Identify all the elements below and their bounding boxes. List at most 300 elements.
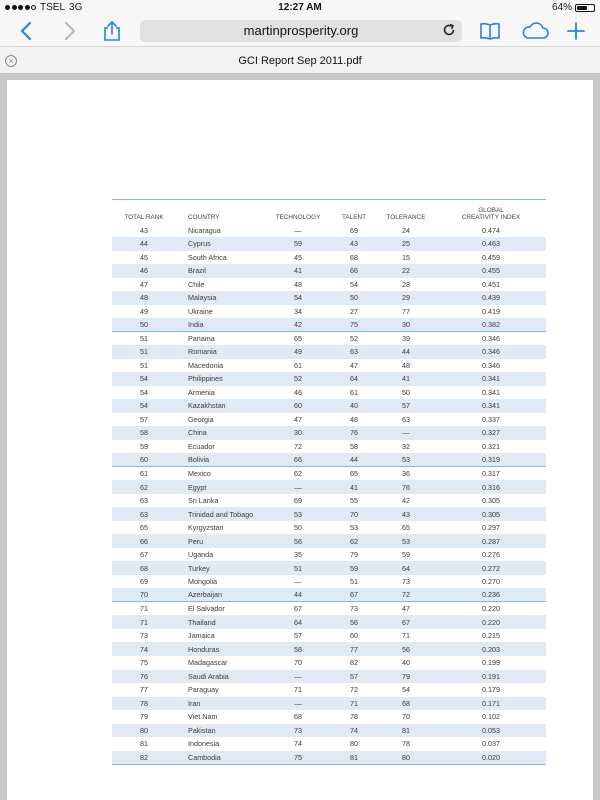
header-talent: TALENT xyxy=(332,200,376,224)
table-row xyxy=(112,561,546,575)
cell-gci: 0.305 xyxy=(482,496,500,506)
cell-tolerance: 68 xyxy=(376,697,436,711)
cell-technology: 62 xyxy=(264,467,332,481)
table-row xyxy=(112,751,546,765)
cell-rank: 78 xyxy=(112,697,176,711)
table-row xyxy=(112,683,546,697)
cell-tolerance: 80 xyxy=(376,751,436,765)
cell-talent: 44 xyxy=(332,453,376,467)
cell-country: Mexico xyxy=(176,467,264,481)
cell-gci: 0.297 xyxy=(482,523,500,533)
cell-technology: 71 xyxy=(294,685,302,695)
cell-gci: 0.272 xyxy=(436,561,546,575)
cell-tolerance: 56 xyxy=(376,642,436,656)
cell-talent: 78 xyxy=(350,712,358,722)
cell-tolerance: 63 xyxy=(402,414,410,424)
table-row xyxy=(112,224,546,238)
cell-gci: 0.451 xyxy=(482,279,500,289)
cell-gci: 0.459 xyxy=(482,252,500,262)
document-title: GCI Report Sep 2011.pdf xyxy=(238,55,362,67)
cell-rank: 54 xyxy=(140,387,148,397)
cell-tolerance: 67 xyxy=(376,615,436,629)
table-row xyxy=(112,237,546,251)
back-icon[interactable] xyxy=(14,20,38,42)
cell-country: Viet Nam xyxy=(188,712,218,722)
cell-country: Turkey xyxy=(176,561,264,575)
cell-gci: 0.382 xyxy=(436,318,546,332)
table-row xyxy=(112,345,546,359)
cell-talent: 75 xyxy=(332,318,376,332)
cell-technology: 48 xyxy=(294,279,302,289)
cell-country: El Salvador xyxy=(176,602,264,616)
cell-tolerance: 24 xyxy=(402,225,410,235)
cell-talent: 58 xyxy=(350,442,358,451)
table-row xyxy=(112,548,546,562)
table-row xyxy=(112,480,546,494)
cell-gci: 0.463 xyxy=(436,237,546,251)
cell-talent: 56 xyxy=(332,615,376,629)
carrier-name: TSEL xyxy=(40,2,66,13)
status-bar xyxy=(0,0,600,16)
cell-gci: 0.287 xyxy=(436,534,546,548)
cell-gci: 0.341 xyxy=(482,387,500,397)
cell-tolerance: 30 xyxy=(376,318,436,332)
table-header-row xyxy=(112,200,546,224)
cell-rank: 50 xyxy=(112,318,176,332)
cell-talent: 43 xyxy=(332,237,376,251)
cell-tolerance: 70 xyxy=(402,712,410,722)
cell-rank: 62 xyxy=(112,480,176,494)
cell-rank: 54 xyxy=(112,372,176,386)
cell-talent: 51 xyxy=(350,577,358,587)
table-row xyxy=(112,318,546,332)
cell-tolerance: 39 xyxy=(376,332,436,346)
cell-talent: 53 xyxy=(350,523,358,533)
cell-gci: 0.203 xyxy=(436,642,546,656)
cell-country: Ecuador xyxy=(188,442,215,451)
cell-rank: 68 xyxy=(112,561,176,575)
cell-technology: 53 xyxy=(264,507,332,521)
table-row xyxy=(112,670,546,684)
cell-country: Honduras xyxy=(176,642,264,656)
cell-country: Philippines xyxy=(176,372,264,386)
cell-country: Mongolia xyxy=(188,577,218,587)
close-icon[interactable]: × xyxy=(5,55,17,67)
cell-talent: 79 xyxy=(350,550,358,560)
table-row xyxy=(112,399,546,413)
cell-rank: 49 xyxy=(140,306,148,316)
cell-gci: 0.316 xyxy=(436,480,546,494)
cell-country: Saudi Arabia xyxy=(176,670,264,684)
cell-technology: 34 xyxy=(294,306,302,316)
cell-rank: 67 xyxy=(140,550,148,560)
cell-rank: 79 xyxy=(140,712,148,722)
cell-talent: 59 xyxy=(332,561,376,575)
cell-technology: 65 xyxy=(264,332,332,346)
cell-country: Cyprus xyxy=(176,237,264,251)
cell-country: Indonesia xyxy=(188,739,220,749)
cell-tolerance: 59 xyxy=(402,550,410,560)
cell-gci: 0.220 xyxy=(436,602,546,616)
table-row xyxy=(112,440,546,454)
cell-tolerance: 50 xyxy=(402,387,410,397)
cell-gci: 0.439 xyxy=(436,291,546,305)
cell-rank: 61 xyxy=(112,467,176,481)
cell-rank: 70 xyxy=(112,588,176,602)
cell-gci: 0.020 xyxy=(436,751,546,765)
cell-country: Paraguay xyxy=(188,685,219,695)
table-row xyxy=(112,386,546,400)
cell-country: Trinidad and Tobago xyxy=(176,507,264,521)
cell-rank: 43 xyxy=(140,225,148,235)
cell-tolerance: 44 xyxy=(376,345,436,359)
cell-tolerance: 43 xyxy=(376,507,436,521)
cell-gci: 0.215 xyxy=(482,631,500,641)
cell-rank: 63 xyxy=(112,507,176,521)
table-row xyxy=(112,278,546,292)
cell-talent: 72 xyxy=(350,685,358,695)
cell-tolerance: 25 xyxy=(376,237,436,251)
cell-technology: 72 xyxy=(294,442,302,451)
network-type: 3G xyxy=(69,2,83,13)
cell-rank: 82 xyxy=(112,751,176,765)
cell-country: Brazil xyxy=(176,264,264,278)
document-title-bar xyxy=(0,46,600,74)
cell-gci: 0.270 xyxy=(482,577,500,587)
cell-technology: 66 xyxy=(264,453,332,467)
header-country: COUNTRY xyxy=(176,200,264,224)
cell-tolerance: 41 xyxy=(376,372,436,386)
cell-gci: 0.037 xyxy=(482,739,500,749)
cell-talent: 60 xyxy=(350,631,358,641)
cell-country: Azerbaijan xyxy=(176,588,264,602)
cell-country: Malaysia xyxy=(176,291,264,305)
cell-gci: 0.346 xyxy=(482,360,500,370)
cell-rank: 71 xyxy=(112,602,176,616)
cell-gci: 0.199 xyxy=(482,658,500,668)
cell-rank: 58 xyxy=(112,426,176,440)
cell-tolerance: 47 xyxy=(376,602,436,616)
cell-rank: 60 xyxy=(112,453,176,467)
table-row xyxy=(112,642,546,656)
cell-talent: 48 xyxy=(350,414,358,424)
cell-gci: 0.346 xyxy=(436,345,546,359)
table-row xyxy=(112,656,546,670)
cell-country: Iran xyxy=(176,697,264,711)
table-row xyxy=(112,413,546,427)
table-row xyxy=(112,588,546,602)
cell-rank: 81 xyxy=(140,739,148,749)
gci-table xyxy=(112,199,546,765)
header-gci-line2: CREATIVITY INDEX xyxy=(461,213,521,221)
cell-talent: 76 xyxy=(332,426,376,440)
cell-gci: 0.191 xyxy=(436,670,546,684)
cell-rank: 69 xyxy=(140,577,148,587)
cell-technology: 60 xyxy=(264,399,332,413)
cell-gci: 0.319 xyxy=(436,453,546,467)
header-global-creativity-index xyxy=(436,200,546,224)
cell-tolerance: 28 xyxy=(402,279,410,289)
cell-rank: 71 xyxy=(112,615,176,629)
cell-talent: 82 xyxy=(350,658,358,668)
cell-gci: 0.419 xyxy=(482,306,500,316)
cell-tolerance: 81 xyxy=(376,724,436,738)
cell-talent: 66 xyxy=(332,264,376,278)
table-row xyxy=(112,507,546,521)
table-row xyxy=(112,534,546,548)
cell-talent: 62 xyxy=(332,534,376,548)
cell-talent: 74 xyxy=(332,724,376,738)
cell-tolerance: 40 xyxy=(402,658,410,668)
cell-gci: 0.321 xyxy=(482,442,500,451)
cell-talent: 55 xyxy=(350,496,358,506)
cell-tolerance: 32 xyxy=(402,442,410,451)
table-row xyxy=(112,629,546,643)
table-row xyxy=(112,251,546,265)
cell-gci: 0.102 xyxy=(482,712,500,722)
cell-technology: 54 xyxy=(264,291,332,305)
table-row xyxy=(112,724,546,738)
cell-tolerance: 57 xyxy=(376,399,436,413)
cell-rank: 73 xyxy=(140,631,148,641)
cell-country: South Africa xyxy=(188,252,227,262)
cell-country: Georgia xyxy=(188,414,214,424)
cell-tolerance: 78 xyxy=(402,739,410,749)
cell-gci: 0.474 xyxy=(482,225,500,235)
cell-country: Peru xyxy=(176,534,264,548)
cell-technology: — xyxy=(264,480,332,494)
cell-technology: — xyxy=(264,670,332,684)
cell-rank: 54 xyxy=(112,399,176,413)
cell-gci: 0.341 xyxy=(436,372,546,386)
cell-technology: 69 xyxy=(294,496,302,506)
cell-country: Kyrgyzstan xyxy=(188,523,224,533)
cell-country: Bolivia xyxy=(176,453,264,467)
battery-icon xyxy=(575,4,595,12)
cell-technology: 70 xyxy=(294,658,302,668)
cell-rank: 74 xyxy=(112,642,176,656)
table-row xyxy=(112,710,546,724)
cell-gci: 0.220 xyxy=(436,615,546,629)
cell-talent: 40 xyxy=(332,399,376,413)
header-total-rank: TOTAL RANK xyxy=(112,200,176,224)
cell-rank: 47 xyxy=(140,279,148,289)
cell-rank: 76 xyxy=(112,670,176,684)
cell-country: India xyxy=(176,318,264,332)
cell-tolerance: 22 xyxy=(376,264,436,278)
cell-talent: 64 xyxy=(332,372,376,386)
cell-tolerance: 36 xyxy=(376,467,436,481)
reload-icon[interactable] xyxy=(442,23,456,37)
cell-technology: — xyxy=(294,577,302,587)
cell-technology: 49 xyxy=(264,345,332,359)
cell-country: Uganda xyxy=(188,550,214,560)
cell-tolerance: 71 xyxy=(402,631,410,641)
cell-gci: 0.053 xyxy=(436,724,546,738)
cell-country: Romania xyxy=(176,345,264,359)
cell-tolerance: 65 xyxy=(402,523,410,533)
battery-percent: 64% xyxy=(551,2,572,13)
cell-technology: 56 xyxy=(264,534,332,548)
cell-tolerance: 76 xyxy=(376,480,436,494)
cell-technology: 52 xyxy=(264,372,332,386)
cell-talent: 68 xyxy=(350,252,358,262)
cell-gci: 0.276 xyxy=(482,550,500,560)
cell-rank: 44 xyxy=(112,237,176,251)
cell-tolerance: 15 xyxy=(402,252,410,262)
cell-country: China xyxy=(176,426,264,440)
cell-tolerance: 53 xyxy=(376,534,436,548)
cell-country: Kazakhstan xyxy=(176,399,264,413)
cell-gci: 0.346 xyxy=(436,332,546,346)
table-row xyxy=(112,494,546,508)
cell-technology: 30 xyxy=(264,426,332,440)
cell-country: Pakistan xyxy=(176,724,264,738)
cell-rank: 45 xyxy=(140,252,148,262)
cell-gci: 0.179 xyxy=(482,685,500,695)
bookmarks-icon[interactable] xyxy=(478,20,502,42)
table-row xyxy=(112,291,546,305)
cell-tolerance: 29 xyxy=(376,291,436,305)
cell-tolerance: 79 xyxy=(376,670,436,684)
forward-icon[interactable] xyxy=(58,20,82,42)
cell-technology: 57 xyxy=(294,631,302,641)
table-row xyxy=(112,372,546,386)
cell-technology: 45 xyxy=(294,252,302,262)
cell-gci: 0.341 xyxy=(436,399,546,413)
cell-talent: 70 xyxy=(332,507,376,521)
cell-rank: 51 xyxy=(112,332,176,346)
header-tolerance: TOLERANCE xyxy=(376,200,436,224)
cell-gci: 0.317 xyxy=(436,467,546,481)
table-row xyxy=(112,359,546,373)
cell-rank: 59 xyxy=(140,442,148,451)
cell-technology: 35 xyxy=(294,550,302,560)
cell-talent: 65 xyxy=(332,467,376,481)
clock: 12:27 AM xyxy=(278,2,322,13)
table-row xyxy=(112,615,546,629)
cell-country: Macedonia xyxy=(188,360,224,370)
cell-talent: 61 xyxy=(350,387,358,397)
table-row xyxy=(112,602,546,616)
cell-technology: 64 xyxy=(264,615,332,629)
add-icon[interactable] xyxy=(564,20,588,42)
cell-rank: 65 xyxy=(140,523,148,533)
share-icon[interactable] xyxy=(100,20,124,42)
table-row xyxy=(112,467,546,481)
cell-rank: 66 xyxy=(112,534,176,548)
cell-technology: 67 xyxy=(264,602,332,616)
cell-talent: 57 xyxy=(332,670,376,684)
cell-technology: 42 xyxy=(264,318,332,332)
cell-talent: 52 xyxy=(332,332,376,346)
cell-rank: 51 xyxy=(112,345,176,359)
cell-rank: 77 xyxy=(140,685,148,695)
cell-gci: 0.455 xyxy=(436,264,546,278)
table-row xyxy=(112,575,546,589)
cell-technology: 58 xyxy=(264,642,332,656)
table-row xyxy=(112,305,546,319)
header-gci-line1: GLOBAL xyxy=(478,206,504,214)
cell-rank: 80 xyxy=(112,724,176,738)
cell-tolerance: — xyxy=(376,426,436,440)
cloud-icon[interactable] xyxy=(520,20,550,42)
header-technology: TECHNOLOGY xyxy=(264,200,332,224)
cell-country: Nicaragua xyxy=(188,225,221,235)
address-bar[interactable] xyxy=(140,20,462,42)
cell-gci: 0.236 xyxy=(436,588,546,602)
pdf-page[interactable] xyxy=(7,80,593,800)
cell-talent: 54 xyxy=(350,279,358,289)
cell-rank: 57 xyxy=(140,414,148,424)
cell-technology: 59 xyxy=(264,237,332,251)
cell-tolerance: 48 xyxy=(402,360,410,370)
cell-talent: 69 xyxy=(350,225,358,235)
cell-tolerance: 53 xyxy=(376,453,436,467)
cell-technology: 50 xyxy=(294,523,302,533)
cell-technology: 75 xyxy=(264,751,332,765)
cell-talent: 80 xyxy=(350,739,358,749)
cell-talent: 73 xyxy=(332,602,376,616)
table-row xyxy=(112,426,546,440)
cell-gci: 0.337 xyxy=(482,414,500,424)
cell-talent: 77 xyxy=(332,642,376,656)
cell-tolerance: 64 xyxy=(376,561,436,575)
cell-technology: 68 xyxy=(294,712,302,722)
cell-rank: 51 xyxy=(140,360,148,370)
cell-tolerance: 77 xyxy=(402,306,410,316)
cell-country: Panama xyxy=(176,332,264,346)
cell-country: Chile xyxy=(188,279,205,289)
cell-technology: 41 xyxy=(264,264,332,278)
table-row xyxy=(112,737,546,751)
table-row xyxy=(112,697,546,711)
cell-country: Egypt xyxy=(176,480,264,494)
cell-talent: 41 xyxy=(332,480,376,494)
cell-technology: 46 xyxy=(294,387,302,397)
cell-country: Ukraine xyxy=(188,306,213,316)
cell-technology: 61 xyxy=(294,360,302,370)
cell-technology: 74 xyxy=(294,739,302,749)
cell-rank: 48 xyxy=(112,291,176,305)
cell-country: Armenia xyxy=(188,387,215,397)
cell-country: Madagascar xyxy=(188,658,228,668)
table-row xyxy=(112,521,546,535)
table-row xyxy=(112,332,546,346)
cell-rank: 46 xyxy=(112,264,176,278)
table-row xyxy=(112,264,546,278)
cell-technology: 51 xyxy=(264,561,332,575)
cell-country: Sri Lanka xyxy=(188,496,219,506)
cell-tolerance: 73 xyxy=(402,577,410,587)
cell-country: Thailand xyxy=(176,615,264,629)
cell-talent: 67 xyxy=(332,588,376,602)
url-text: martinprosperity.org xyxy=(243,23,359,38)
cell-country: Cambodia xyxy=(176,751,264,765)
cell-tolerance: 42 xyxy=(402,496,410,506)
cell-country: Jamaica xyxy=(188,631,215,641)
cell-technology: 44 xyxy=(264,588,332,602)
cell-rank: 75 xyxy=(140,658,148,668)
cell-rank: 63 xyxy=(140,496,148,506)
cell-technology: — xyxy=(264,697,332,711)
cell-talent: 63 xyxy=(332,345,376,359)
cell-talent: 50 xyxy=(332,291,376,305)
cell-technology: 73 xyxy=(264,724,332,738)
cell-talent: 71 xyxy=(332,697,376,711)
cell-technology: 47 xyxy=(294,414,302,424)
cell-gci: 0.305 xyxy=(436,507,546,521)
